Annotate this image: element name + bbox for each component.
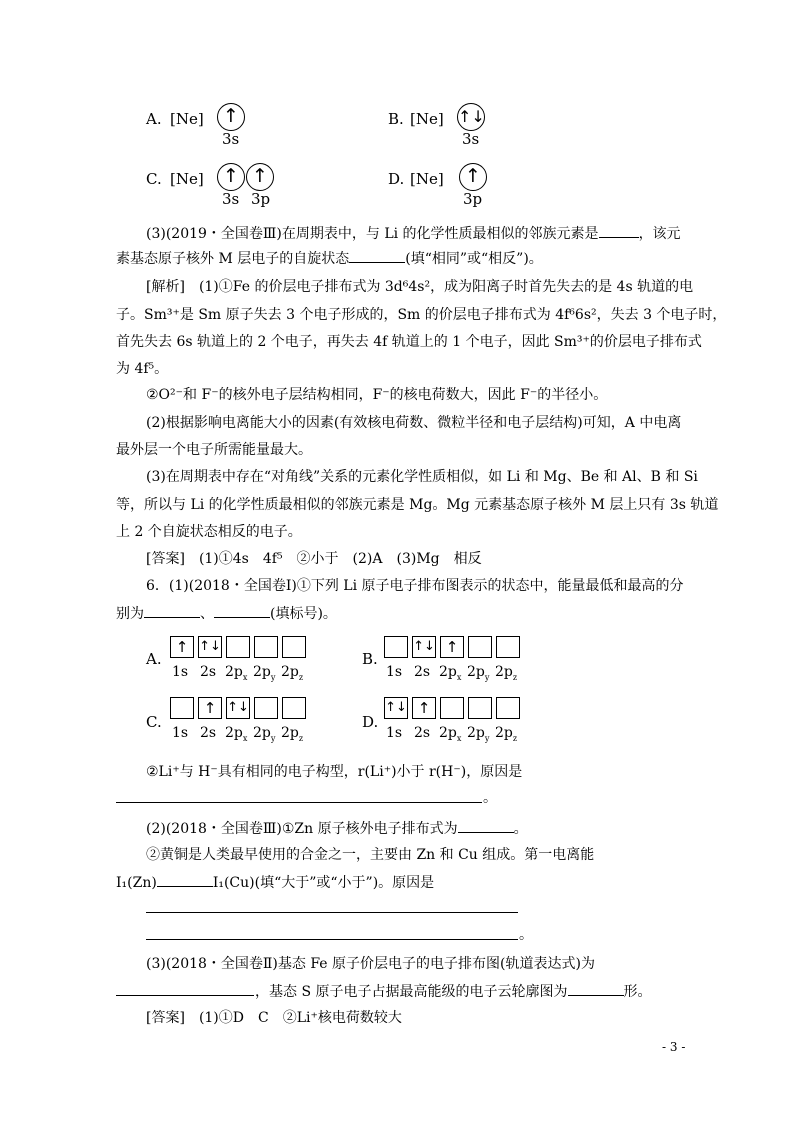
zn-ie-label: I₁(Cu)(填“大于”或“小于”)。原因是 [212, 875, 435, 891]
orbital-box [496, 697, 520, 719]
orbital-box [468, 697, 492, 719]
orbital-box [226, 636, 250, 658]
period: 。 [483, 790, 497, 806]
orbital-name: $2p_x$ [225, 664, 248, 682]
orbital-box [384, 636, 408, 658]
zn-ie-label: I₁(Zn) [116, 875, 157, 891]
answer-text: (1)①D C ②Li⁺核电荷数较大 [198, 1010, 402, 1026]
q6-line2 [116, 603, 337, 624]
answer-blank[interactable] [157, 872, 213, 887]
li-option-label: B. [362, 650, 378, 668]
orbital-name: $2p_x$ [225, 725, 248, 743]
page-number: - 3 - [662, 1040, 686, 1054]
option-d-core: [Ne] [410, 170, 444, 188]
answer-tag: [答案] [146, 1010, 185, 1026]
option-b-label: B. [388, 110, 404, 128]
q6-zn-line1 [146, 818, 528, 839]
answer-blank[interactable] [599, 223, 639, 238]
orbital-box: ↑↓ [384, 697, 408, 719]
analysis-p4-l3: 上 2 个自旋状态相反的电子。 [116, 524, 302, 540]
orbital-box [440, 697, 464, 719]
orbital-box [468, 636, 492, 658]
orbital-name: 1s [386, 664, 403, 680]
analysis-p1-l3: 首先失去 6s 轨道上的 2 个电子，再失去 4f 轨道上的 1 个电子，因此 Sm³⁺的价层电子排布式 [116, 334, 702, 350]
q6-text: (填标号)。 [270, 606, 337, 622]
orbital-name: 1s [386, 725, 403, 741]
orbital-circle: ↑ [217, 163, 245, 191]
analysis-p1-l1 [146, 277, 693, 297]
q6-zn-line2: ②黄铜是人类最早使用的合金之一，主要由 Zn 和 Cu 组成。第一电离能 [146, 847, 595, 863]
orbital-name: $2p_y$ [253, 725, 276, 743]
analysis-p1-l4: 为 4f⁵。 [116, 361, 169, 377]
q6-text: 、 [200, 606, 214, 622]
answer-tag: [答案] [146, 551, 185, 567]
orbital-name: $2p_z$ [281, 664, 304, 682]
answer-1 [146, 549, 482, 569]
orbital-name: $2p_y$ [467, 725, 490, 743]
orbital-name: $2p_z$ [495, 664, 518, 682]
orbital-box [254, 636, 278, 658]
answer-text: (1)①4s 4f⁵ ②小于 (2)A (3)Mg 相反 [198, 551, 482, 567]
zn-text-end: 。 [513, 821, 528, 837]
answer-line[interactable] [146, 912, 518, 913]
answer-2 [146, 1008, 402, 1028]
orbital-name: 2s [200, 725, 217, 741]
option-c-core: [Ne] [170, 170, 204, 188]
orbital-label: 3s [222, 130, 240, 148]
q6-fe-line1: (3)(2018・全国卷Ⅱ)基态 Fe 原子价层电子的电子排布图(轨道表达式)为 [146, 956, 595, 972]
orbital-name: 2s [414, 725, 431, 741]
li-option-label: A. [146, 650, 162, 668]
orbital-name: 1s [172, 664, 189, 680]
orbital-name: $2p_z$ [495, 725, 518, 743]
q6-fe-line2 [255, 981, 652, 1002]
li-option-label: D. [362, 713, 379, 731]
orbital-box: ↑ [170, 636, 194, 658]
analysis-tag: [解析] [146, 279, 185, 295]
q3-text-end: (填“相同”或“相反”)。 [405, 251, 543, 267]
fe-text: ，基态 S 原子电子占据最高能级的电子云轮廓图为 [255, 984, 568, 1000]
answer-blank[interactable] [144, 603, 200, 618]
q6-zn-line3 [116, 872, 434, 893]
orbital-box: ↑↓ [226, 697, 250, 719]
q6-line1: 6．(1)(2018・全国卷Ⅰ)①下列 Li 原子电子排布图表示的状态中，能量最低和最高的分 [146, 578, 684, 594]
fe-text-end: 形。 [623, 984, 652, 1000]
orbital-name: 2s [414, 664, 431, 680]
orbital-label: 3s [462, 130, 480, 148]
answer-blank[interactable] [458, 818, 514, 833]
orbital-circle: ↑↓ [457, 103, 485, 131]
orbital-box: ↑ [412, 697, 436, 719]
answer-line[interactable] [146, 939, 518, 940]
orbital-name: $2p_y$ [253, 664, 276, 682]
orbital-label: 3p [251, 190, 271, 208]
option-b-core: [Ne] [410, 110, 444, 128]
orbital-box [496, 636, 520, 658]
analysis-p3-l2: 最外层一个电子所需能量最大。 [116, 442, 312, 458]
li-option-label: C. [146, 713, 162, 731]
orbital-box [254, 697, 278, 719]
orbital-box: ↑ [440, 636, 464, 658]
orbital-name: 1s [172, 725, 189, 741]
option-c-label: C. [146, 170, 162, 188]
q6-2-line: ②Li⁺与 H⁻具有相同的电子构型，r(Li⁺)小于 r(H⁻)，原因是 [146, 764, 523, 780]
orbital-box: ↑↓ [412, 636, 436, 658]
option-d-label: D. [388, 170, 405, 188]
q3-text: (3)(2019・全国卷Ⅲ)在周期表中，与 Li 的化学性质最相似的邻族元素是 [146, 226, 599, 242]
orbital-box [282, 697, 306, 719]
orbital-box [170, 697, 194, 719]
q6-text: 别为 [116, 606, 144, 622]
answer-line[interactable] [116, 995, 254, 996]
option-a-core: [Ne] [170, 110, 204, 128]
analysis-text: (1)①Fe 的价层电子排布式为 3d⁶4s²，成为阳离子时首先失去的是 4s 轨道的电 [198, 279, 694, 295]
analysis-p4-l2: 等，所以与 Li 的化学性质最相似的邻族元素是 Mg。Mg 元素基态原子核外 M 层上只有 3s 轨道 [116, 497, 719, 513]
option-a-label: A. [146, 110, 162, 128]
q3-line1 [146, 223, 681, 244]
orbital-name: $2p_z$ [281, 725, 304, 743]
orbital-label: 3p [463, 190, 483, 208]
orbital-box: ↑ [198, 697, 222, 719]
orbital-circle: ↑ [217, 103, 245, 131]
orbital-circle: ↑ [246, 163, 274, 191]
answer-blank[interactable] [568, 981, 624, 996]
q3-text: 素基态原子核外 M 层电子的自旋状态 [116, 251, 350, 267]
period: 。 [519, 927, 533, 943]
orbital-name: $2p_x$ [439, 725, 462, 743]
zn-text: (2)(2018・全国卷Ⅲ)①Zn 原子核外电子排布式为 [146, 821, 458, 837]
orbital-circle: ↑ [459, 163, 487, 191]
orbital-label: 3s [222, 190, 240, 208]
analysis-p2: ②O²⁻和 F⁻的核外电子层结构相同，F⁻的核电荷数大，因此 F⁻的半径小。 [146, 387, 608, 403]
orbital-name: $2p_x$ [439, 664, 462, 682]
answer-blank[interactable] [349, 248, 405, 263]
analysis-p3-l1: (2)根据影响电离能大小的因素(有效核电荷数、微粒半径和电子层结构)可知，A 中电离 [146, 415, 682, 431]
orbital-name: $2p_y$ [467, 664, 490, 682]
orbital-box [282, 636, 306, 658]
answer-blank[interactable] [214, 603, 270, 618]
answer-line[interactable] [116, 802, 482, 803]
analysis-p1-l2: 子。Sm³⁺是 Sm 原子失去 3 个电子形成的，Sm 的价层电子排布式为 4f⁶6s²，失去 3 个电子时， [116, 307, 727, 323]
q3-text-end: ，该元 [638, 226, 681, 242]
analysis-p4-l1: (3)在周期表中存在“对角线”关系的元素化学性质相似，如 Li 和 Mg、Be 和 Al、B 和 Si [146, 469, 698, 485]
orbital-box: ↑↓ [198, 636, 222, 658]
q3-line2 [116, 248, 543, 269]
orbital-name: 2s [200, 664, 217, 680]
